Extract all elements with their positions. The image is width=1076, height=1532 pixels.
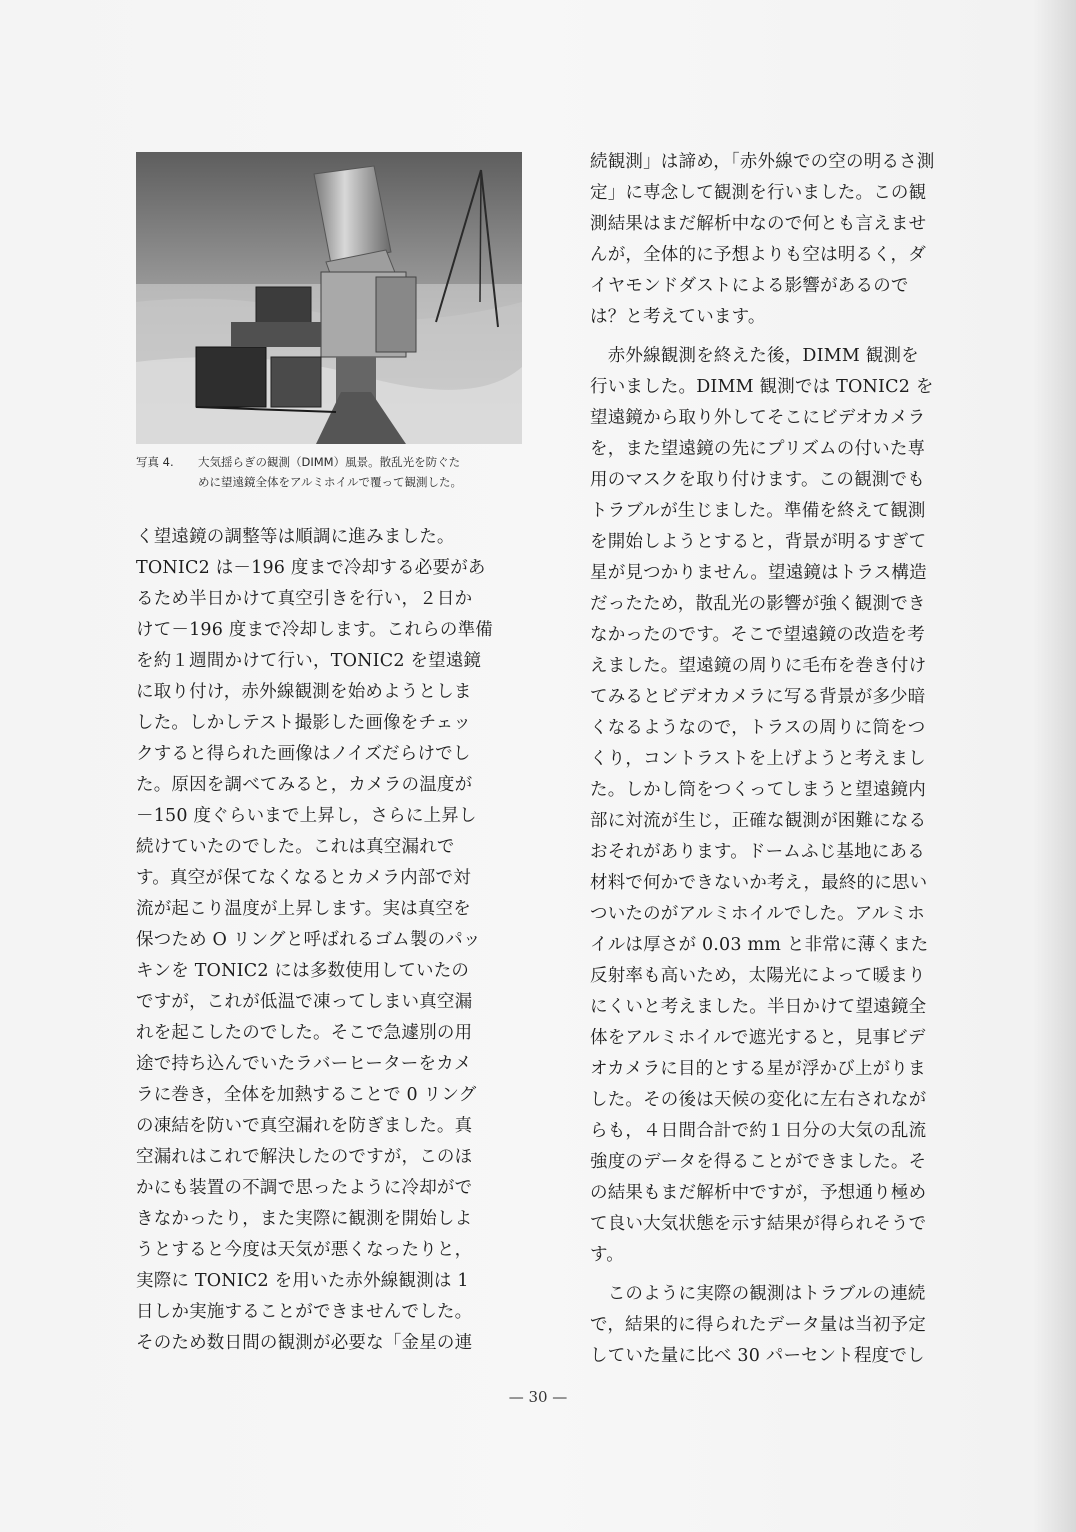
telescope-photo <box>136 152 522 444</box>
paragraph <box>590 341 990 1271</box>
text-line: く望遠鏡の調整等は順調に進みました。 <box>136 527 455 547</box>
text-line: た。原因を調べてみると，カメラの温度が <box>136 775 473 795</box>
text-line: 日しか実施することができませんでした。 <box>136 1302 473 1322</box>
text-line: 実際に TONIC2 を用いた赤外線観測は 1 <box>136 1271 469 1291</box>
text-line: 星が見つかりません。望遠鏡はトラス構造 <box>590 563 927 583</box>
text-line: うとすると今度は天気が悪くなったりと， <box>136 1240 473 1260</box>
caption-line-1: 大気揺らぎの観測（DIMM）風景。散乱光を防ぐた <box>198 455 461 469</box>
text-line: てみるとビデオカメラに写る背景が多少暗 <box>590 687 926 707</box>
paragraph-gap <box>590 333 990 341</box>
text-line: くなるようなので，トラスの周りに筒をつ <box>590 718 926 738</box>
page-number: — 30 — <box>508 1388 568 1406</box>
text-line: けて－196 度まで冷却します。これらの準備 <box>136 620 493 640</box>
text-line: 反射率も高いため，太陽光によって暖まり <box>590 966 926 986</box>
text-line: トラブルが生じました。準備を終えて観測 <box>590 501 926 521</box>
text-line: て良い大気状態を示す結果が得られそうで <box>590 1214 927 1234</box>
text-line: きなかったり，また実際に観測を開始しよ <box>136 1209 473 1229</box>
text-line: 定」に専念して観測を行いました。この観 <box>590 183 927 203</box>
text-line: オカメラに目的とする星が浮かび上がりま <box>590 1059 926 1079</box>
text-line: す。 <box>590 1245 624 1265</box>
text-line: えました。望遠鏡の周りに毛布を巻き付け <box>590 656 927 676</box>
text-line: このように実際の観測はトラブルの連続 <box>590 1284 926 1304</box>
text-line: 体をアルミホイルで遮光すると，見事ビデ <box>590 1028 926 1048</box>
text-line: 途で持ち込んでいたラバーヒーターをカメ <box>136 1054 472 1074</box>
text-line: にくいと考えました。半日かけて望遠鏡全 <box>590 997 927 1017</box>
text-line: クすると得られた画像はノイズだらけでし <box>136 744 471 764</box>
text-line: ついたのがアルミホイルでした。アルミホ <box>590 904 925 924</box>
text-line: ですが，これが低温で凍ってしまい真空漏 <box>136 992 473 1012</box>
text-line: 材料で何かできないか考え，最終的に思い <box>590 873 928 893</box>
text-line: んが，全体的に予想よりも空は明るく，ダ <box>590 245 926 265</box>
text-line: を，また望遠鏡の先にプリズムの付いた専 <box>590 439 926 459</box>
text-line: だったため，散乱光の影響が強く観測でき <box>590 594 926 614</box>
left-column <box>136 522 536 1359</box>
paragraph-gap <box>590 1271 990 1279</box>
text-line: 強度のデータを得ることができました。そ <box>590 1152 927 1172</box>
text-line: 測結果はまだ解析中なので何とも言えませ <box>590 214 927 234</box>
text-line: した。その後は天候の変化に左右されなが <box>590 1090 927 1110</box>
text-line: に取り付け，赤外線観測を始めようとしま <box>136 682 472 702</box>
figure-label: 写真 4. <box>136 455 174 469</box>
text-line: そのため数日間の観測が必要な「金星の連 <box>136 1333 473 1353</box>
text-line: 望遠鏡から取り外してそこにビデオカメラ <box>590 408 926 428</box>
text-line: を約１週間かけて行い，TONIC2 を望遠鏡 <box>136 651 482 671</box>
text-line: した。しかしテスト撮影した画像をチェッ <box>136 713 472 733</box>
text-line: の結果もまだ解析中ですが，予想通り極め <box>590 1183 927 1203</box>
right-column <box>590 147 990 1372</box>
text-line: す。真空が保てなくなるとカメラ内部で対 <box>136 868 471 888</box>
text-line: の凍結を防いで真空漏れを防ぎました。真 <box>136 1116 473 1136</box>
text-line: 続けていたのでした。これは真空漏れで <box>136 837 455 857</box>
text-line: 部に対流が生じ，正確な観測が困難になる <box>590 811 927 831</box>
text-line: れを起こしたのでした。そこで急遽別の用 <box>136 1023 473 1043</box>
figure-caption <box>136 452 536 492</box>
text-line: かにも装置の不調で思ったように冷却がで <box>136 1178 473 1198</box>
text-line: キンを TONIC2 には多数使用していたの <box>136 961 470 981</box>
paragraph <box>590 1279 990 1372</box>
text-line: イルは厚さが 0.03 mm と非常に薄くまた <box>590 935 929 955</box>
text-line: 赤外線観測を終えた後，DIMM 観測を <box>590 346 919 366</box>
text-line: で，結果的に得られたデータ量は当初予定 <box>590 1315 926 1335</box>
text-line: なかったのです。そこで望遠鏡の改造を考 <box>590 625 925 645</box>
text-line: くり，コントラストを上げようと考えまし <box>590 749 926 769</box>
caption-line-2: めに望遠鏡全体をアルミホイルで覆って観測した。 <box>198 475 463 489</box>
text-line: 続観測」は諦め，「赤外線での空の明るさ測 <box>590 152 935 172</box>
text-line: るため半日かけて真空引きを行い，２日か <box>136 589 473 609</box>
text-line: していた量に比べ 30 パーセント程度でし <box>590 1346 925 1366</box>
text-line: た。しかし筒をつくってしまうと望遠鏡内 <box>590 780 926 800</box>
text-line: 行いました。DIMM 観測では TONIC2 を <box>590 377 934 397</box>
text-line: TONIC2 は－196 度まで冷却する必要があ <box>136 558 486 578</box>
text-line: を開始しようとすると，背景が明るすぎて <box>590 532 927 552</box>
text-line: 保つため O リングと呼ばれるゴム製のパッ <box>136 930 481 950</box>
text-line: らも，４日間合計で約１日分の大気の乱流 <box>590 1121 927 1141</box>
text-line: 空漏れはこれで解決したのですが，このほ <box>136 1147 473 1167</box>
text-line: 流が起こり温度が上昇します。実は真空を <box>136 899 471 919</box>
text-line: イヤモンドダストによる影響があるので <box>590 276 909 296</box>
text-line: 用のマスクを取り付けます。この観測でも <box>590 470 925 490</box>
paragraph <box>590 147 990 333</box>
text-line: －150 度ぐらいまで上昇し，さらに上昇し <box>136 806 477 826</box>
text-line: ラに巻き，全体を加熱することで 0 リング <box>136 1085 477 1105</box>
text-line: おそれがあります。ドームふじ基地にある <box>590 842 925 862</box>
text-line: は？と考えています。 <box>590 307 766 327</box>
